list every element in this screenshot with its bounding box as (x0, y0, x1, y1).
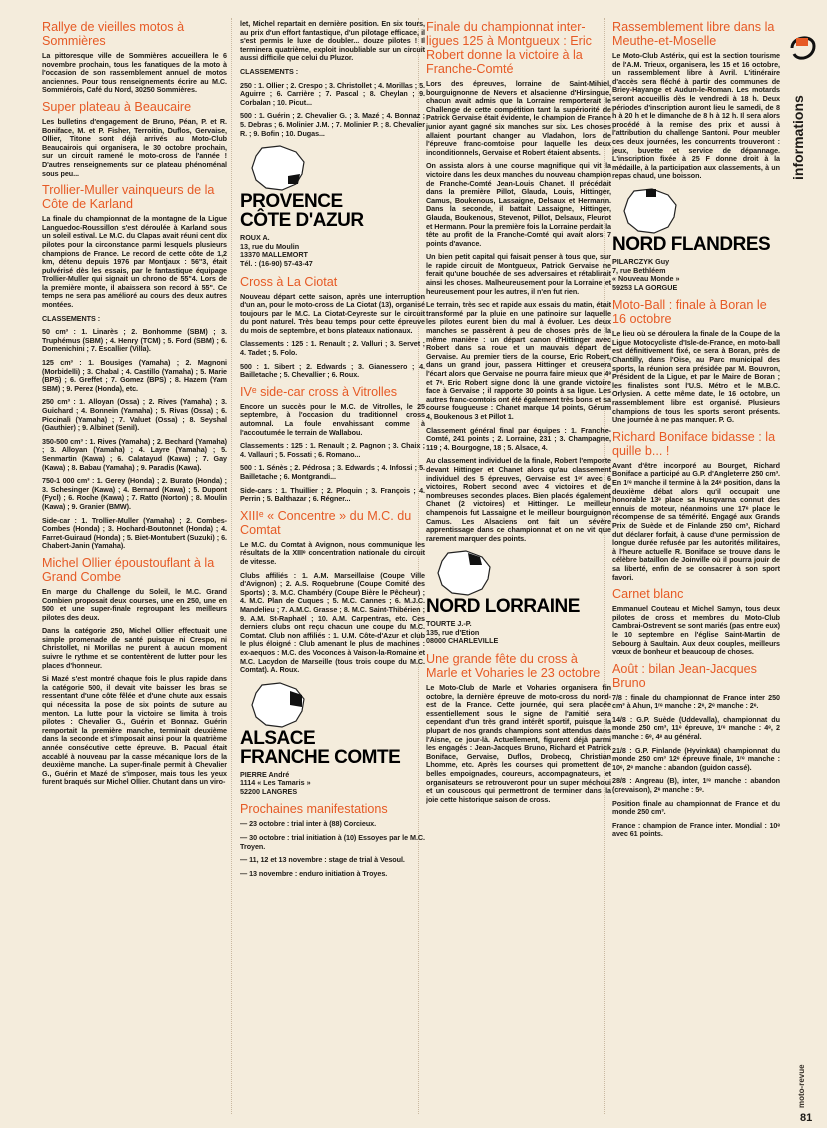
article-rassemblement-p1: Le Moto-Club Astérix, qui est la section tourisme de l'A.M. Trieux, organisera, les 15 et 16 octobre, un rassemblement libre à Avril. L'itinéraire d'accès sera fléché à partir des communes de Briey-Hayange et Audun-le-Roman. Les motards seront accueillis dès le vendredi à 18 h. Deux périodes d'inscription auront lieu le samedi, de 8 h à 20 h et le dimanche de 8 h à 12 h. Il sera alors procédé à la remise des prix et aussi à l'attribution du challenge Santoni. Pour meubler ces deux journées, les concurrents trouveront : jeux, buvette et service de dépannage. L'inscription fixée à 25 F donne droit à la médaille, à la participation aux classements, à un repas chaud, une boisson. (612, 51, 780, 181)
address-city: 52200 LANGRES (240, 786, 298, 796)
region-block-provence (240, 144, 425, 230)
article-la-ciotat-p3: 500 : 1. Sibert ; 2. Edwards ; 3. Gianessero ; 4. Bailletache ; 5. Chevallier ; 6. Roux. (240, 361, 425, 380)
france-map-icon (240, 144, 320, 192)
region-name-line1: NORD LORRAINE (426, 596, 580, 618)
article-comtat-p2: Clubs affiliés : 1. A.M. Marseillaise (Coupe Ville d'Avignon) ; 2. A.S. Roquebrune (Coupe Comité des Sports) ; 3. M.C. Chambéry (Coupe Bière le Pêcheur) ; 4. M.C. Plan de Cuques ; 5. M.C. Cannes ; 6. M.J.C. Mandelieu ; 7. A.M.C. Grasse ; 8. M.C. Saint-Thibérien ; 9. A.M. St-Raphaël ; 10. A.M. Carpentras, etc. Ces derniers clubs ont reçu chacun une coupe du M.C. Comtat. Club non affiliés : 1. U.M. Côte-d'Azur et club le plus éloigné : Club amenant le plus de machines : ex-aequos : M.C. des Voconces à Vaison-la-Romaine et M.C. Lacydon de Marseille (tous trois coupe du M.C. Comtat). A. Roux. (240, 570, 425, 675)
article-ollier-cont-p4: 500 : 1. Guérin ; 2. Chevalier G. ; 3. Mazé ; 4. Bonnaz ; 5. Debras ; 6. Molinier J.M. ; 7. Molinier P. ; 8. Chevalier R. ; 9. Bofin ; 10. Dugas... (240, 111, 425, 138)
article-karland-p6: 350-500 cm³ : 1. Rives (Yamaha) ; 2. Bechard (Yamaha) ; 3. Alloyan (Yamaha) ; 4. Layre (Yamaha) ; 5. Senmartin (Kawa) ; 6. Calatayud (Kawa) ; 7. Gay (Kawa) ; 8. Babau (Yamaha) ; 9. Paradis (Kawa). (42, 436, 227, 472)
headline-beaucaire: Super plateau à Beaucaire (42, 99, 192, 114)
article-comtat-p1: Le M.C. du Comtat à Avignon, nous communique les résultats de la XIIIᵉ concentration nationale du circuit de vitesse. (240, 539, 425, 566)
address-locality: « Nouveau Monde » (612, 274, 680, 284)
correspondent-name: PILARCZYK Guy (612, 256, 670, 266)
headline-karland: Trollier-Muller vainqueurs de la Côte de Karland (42, 183, 215, 212)
correspondent-address (240, 234, 425, 268)
article-montgueux-p3: Un bien petit capital qui faisait penser à tous que, sur le rapide circuit de Montgueux, Patrick Gervaise ne ferait qu'une bouchée de ses adversaires et rétablirait ainsi les choses. Malheureusement pour la Lorraine et heureusement pour les autres, il n'en fut rien. (426, 252, 611, 296)
headline-vitrolles: IVᵉ side-car cross à Vitrolles (240, 384, 398, 399)
article-karland-p8: Side-car : 1. Trollier-Muller (Yamaha) ; 2. Combes-Combes (Honda) ; 3. Hochard-Boutonnet (Honda) ; 4. Farret-Guiraud (Honda) ; 5. Biet-Montubert (Suzuki) ; 6. Chabert-Janin (Yamaha). (42, 515, 227, 551)
event-item: — 13 novembre : enduro initiation à Troyes. (240, 868, 388, 878)
article-montgueux-p5: Classement général final par équipes : 1. Franche-Comté, 241 points ; 2. Lorraine, 231 ; 3. Champagne, 119 ; 4. Bourgogne, 18 ; 5. Alsace, 4. (426, 425, 611, 452)
correspondent-address (240, 771, 425, 797)
headline-la-ciotat: Cross à La Ciotat (240, 274, 338, 289)
column-4 (612, 20, 780, 1110)
magazine-name: moto-revue (797, 1064, 806, 1108)
headline-marle: Une grande fête du cross à Marle et Voharies le 23 octobre (426, 652, 601, 681)
headline-bruno: Août : bilan Jean-Jacques Bruno (612, 661, 757, 690)
article-bruno-p3: 21/8 : G.P. Finlande (Hyvinkää) championnat du monde 250 cm³ 12ᵉ épreuve finale, 1ʳᵉ manche : 10ᵉ, 2ᵉ manche : abandon (guidon cassé). (612, 745, 780, 772)
article-karland-p4: 125 cm³ : 1. Bousiges (Yamaha) ; 2. Magnoni (Morbidelli) ; 3. Chabal ; 4. Castillo (Yamaha) ; 5. Marie (BPS) ; 6. Greffet ; 7. Gomez (BPS) ; 8. Hazem (Yam SBM) ; 9. Perez (Honda), etc. (42, 358, 227, 393)
article-vitrolles-p1: Encore un succès pour le M.C. de Vitrolles, le 25 septembre, à l'occasion du traditionnel cross automnal. La foule envahissant comme à l'accoutumée le terrain de Wallabou. (240, 401, 425, 437)
correspondent-name: PIERRE André (240, 769, 290, 779)
address-city: 08000 CHARLEVILLE (426, 636, 499, 646)
france-map-icon (426, 549, 506, 597)
headline-carnet-blanc: Carnet blanc (612, 587, 684, 602)
article-montgueux-p1: Lors des épreuves, lorraine de Saint-Mihiel, bourguignonne de Nevers et alsacienne d'Hirsingue, chacun avait admis que la Lorraine remporterait le Challenge de cette compétition tant la supériorité de Patrick Gervaise était évidente, le champion de France junior ayant gagné six manches sur six. Les choses allaient pourtant changer au Vladahon, lors de l'épreuve franc-comtoise pour laquelle les deux inconditionnels, Gervaise et Robert étaient absents. (426, 79, 611, 157)
article-bruno-p6: France : champion de France inter. Mondial : 10ᵉ avec 61 points. (612, 820, 780, 839)
informations-logo-icon (788, 28, 818, 68)
correspondent-name: TOURTE J.-P. (426, 619, 472, 629)
address-street: 7, rue Bethléem (612, 265, 666, 275)
correspondent-address (426, 620, 611, 646)
article-vitrolles-p2: Classements : 125 : 1. Renault ; 2. Pagnon ; 3. Chaix ; 4. Vallauri ; 5. Fossati ; 6. Romano... (240, 441, 425, 459)
region-name-line2: CÔTE D'AZUR (240, 210, 364, 232)
correspondent-address (612, 258, 780, 292)
france-map-icon (240, 681, 320, 729)
address-street: 13, rue du Moulin (240, 241, 300, 251)
region-block-alsace (240, 681, 425, 767)
correspondent-name: ROUX A. (240, 233, 270, 243)
column-rule (231, 18, 232, 1114)
article-montgueux-p6: Au classement individuel de la finale, Robert l'emporte devant Hittinger et Chanet alors qu'au classement individuel des 5 épreuves, Gervaise est 1ᵉʳ avec 6 victoires, Robert second avec 4 victoires et de nombreuses secondes places. Bien placés également Chanet (2 victoires) et Hittinger. Le meilleur champenois fut Lassaigne et le meilleur bourguignon Camus. Les Alsaciens ont fait un sévère apprentissage dans ce championnat et on ne vit que rarement marquer des points. (426, 456, 611, 543)
headline-comtat: XIIIᵉ « Concentre » du M.C. du Comtat (240, 508, 412, 537)
headline-moto-ball: Moto-Ball : finale à Boran le 16 octobre (612, 298, 767, 327)
address-city: 59253 LA GORGUE (612, 282, 678, 292)
article-karland-p7: 750-1 000 cm³ : 1. Gerey (Honda) ; 2. Burato (Honda) ; 3. Schesinger (Kawa) ; 4. Bernard (Kawa) ; 5. Dupont (Fycl) ; 6. Roche (Kawa) ; 7. Ratto (Norton) ; 8. Moulin (Kawa) ; 9. Granier (BMW). (42, 476, 227, 511)
article-moto-ball-p1: Le lieu où se déroulera la finale de la Coupe de la Ligue Motocycliste d'Isle-de-France, en moto-ball est définitivement fixé, ce sera à Boran, près de Chantilly, dans l'Oise, au Parc municipal des sports, la réunion sera présidée par M. Bouvron, Président de la Ligue, et par le Maire de Boran ; les finalistes sont l'U.S. Métro et le M.B.C. Orlysien. A cette même date, le 16 octobre, un rassemblement libre est organisé. Plusieurs champions de tous les sports seront présents. Une journée à ne pas manquer. P. G. (612, 329, 780, 425)
event-item: — 23 octobre : trial inter à (88) Corcieux. (240, 819, 377, 829)
page-number: 81 (800, 1112, 813, 1124)
region-name-line1: ALSACE (240, 727, 316, 749)
headline-ollier: Michel Ollier époustouflant à la Grand Combe (42, 555, 215, 584)
headline-montgueux: Finale du championnat inter-ligues 125 à Montgueux : Eric Robert donne la victoire à la Franche-Comté (426, 20, 592, 76)
article-bruno-p1: 7/8 : finale du championnat de France inter 250 cm³ à Ahun, 1ʳᵉ manche : 2ᵉ, 2ᵉ manche : 2ᵉ. (612, 692, 780, 711)
event-item: — 30 octobre : trial initiation à (10) Essoyes par le M.C. Troyen. (240, 833, 425, 851)
article-montgueux-p4: Le terrain, très sec et rapide aux essais du matin, était transformé par la pluie en une patinoire sur laquelle les pilotes eurent bien du mal à évoluer. Les deux manches se passèrent à peu de choses près de la même manière : un départ canon d'Hittinger avec Robert dans sa roue et un mauvais départ de Gervaise. Au premier tiers de la course, Eric Robert, dans un grand jour, passera Hittinger et creusera l'écart alors que Gervaise ne pourra faire mieux que 4ᵉ et 7ᵉ. Eric Robert signe donc là une grande victoire face à Gervaise ; il rapporte 30 points à sa ligue. Les autres franc-comtois ont été également très bons et sa course fougueuse : Chanet marque 14 points, Gérum 4, Boukenous 3 et Pillot 1. (426, 300, 611, 421)
article-bruno-p5: Position finale au championnat de France et du monde 250 cm³. (612, 798, 780, 817)
article-karland-p2: CLASSEMENTS : (42, 313, 101, 323)
column-3 (426, 20, 611, 1110)
article-karland-p5: 250 cm³ : 1. Alloyan (Ossa) ; 2. Rives (Yamaha) ; 3. Guichard ; 4. Bonnein (Yamaha) ; 5. Rivas (Ossa) ; 6. Piccinali (Yamaha) ; 7. Valuet (Ossa) ; 8. Seyshal (Gauthier) ; 9. Albinet (Senil). (42, 397, 227, 433)
region-block-nord-lorraine (426, 549, 611, 616)
article-ollier-cont-p2: CLASSEMENTS : (240, 66, 299, 76)
section-label: informations (790, 95, 806, 180)
article-ollier-p2: Dans la catégorie 250, Michel Ollier effectuait une simple promenade de santé puisque ni Crespo, ni Christollet, ni Morillas ne purent à aucun moment suivre le rythme et se contentèrent de lutter pour les places d'honneur. (42, 626, 227, 670)
article-ollier-p1: En marge du Challenge du Soleil, le M.C. Grand Combien proposait deux courses, une en 250, une en 500 et une super-finale regroupant les meilleurs pilotes des deux. (42, 586, 227, 622)
article-ollier-cont-p3: 250 : 1. Ollier ; 2. Crespo ; 3. Christollet ; 4. Morillas ; 5. Aguirre ; 6. Carrière ; 7. Pascal ; 8. Cheylan ; 9. Corbalan ; 10. Picut... (240, 80, 425, 107)
event-item: — 11, 12 et 13 novembre : stage de trial à Vesoul. (240, 855, 405, 865)
article-vitrolles-p4: Side-cars : 1. Thuillier ; 2. Ploquin ; 3. François ; 4. Perrin ; 5. Balthazar ; 6. Régner... (240, 485, 425, 504)
article-ollier-cont-p1: let, Michel repartait en dernière position. En six tours, au prix d'un effort fantastique, d'un pilotage efficace, il s'est permis le luxe de doubler... douze pilotes ! Il terminera quatrième, exploit inoubliable sur un circuit aussi difficile que celui du Pluzor. (240, 20, 425, 63)
article-marle-p1: Le Moto-Club de Marle et Voharies organisera fin octobre, la dernière épreuve de moto-cross du nord-est de la France. Cette journée, qui sera placée essentiellement sous le signe de l'amitié sera cependant d'un très grand intérêt sportif, puisque la plupart de nos grands champions sont attendus dans l'Aisne, ce jour-là. Actuellement, figurent déjà parmi les engagés : Jean-Jacques Bruno, Richard et Patrick Boniface, Gervaise, Duflos, Drobecq, Christian Lhomme, etc. Après les courses qui promettent de belles empoignades, coureurs, accompagnateurs, et organisateurs se retrouveront pour un super méchoui et un couscous qui permettront de terminer dans la joie cette historique saison de cross. (426, 683, 611, 804)
region-name-line1: PROVENCE (240, 191, 343, 213)
headline-prochaines: Prochaines manifestations (240, 802, 388, 817)
region-block-nord-flandres (612, 187, 780, 254)
column-2 (240, 20, 425, 1110)
headline-rassemblement: Rassemblement libre dans la Meuthe-et-Moselle (612, 20, 775, 48)
headline-boniface: Richard Boniface bidasse : la quille b... ! (612, 429, 776, 458)
france-map-icon (612, 187, 692, 235)
region-name-line1: NORD FLANDRES (612, 233, 771, 255)
article-vitrolles-p3: 500 : 1. Sénès ; 2. Pédrosa ; 3. Edwards ; 4. Infossi ; 5. Bailletache ; 6. Montgrandi... (240, 463, 425, 481)
article-bruno-p4: 28/8 : Angreau (B), inter, 1ʳᵉ manche : abandon (crevaison), 2ᵉ manche : 5ᵉ. (612, 776, 780, 795)
article-ollier-p3: Si Mazé s'est montré chaque fois le plus rapide dans la catégorie 500, il devait vite baisser les bras se ressentant d'une côte fêlée et d'une chute aux essais qui nécessita la pose de six points de suture au menton. La lutte pour la victoire se limita à trois pilotes : Chevalier G., Guérin et Bonnaz. Guérin remportait la première manche, terminait deuxième dans la seconde et s'imposait ainsi pour la quatrième année consécutive cette épreuve. B. Pacual était accablé à nouveau par la casse mécanique lors de la deuxième manche. La super-finale permit à Chevalier G., Guérin et Mazé de s'imposer, mais tous les yeux furent braqués sur Michel Ollier. Chutant dans un viro- (42, 674, 227, 787)
article-la-ciotat-p1: Nouveau départ cette saison, après une interruption d'un an, pour le moto-cross de La Ciotat (13), organisé toujours par le M.C. La Ciotat-Ceyreste sur le circuit du pont naturel. Très beau temps pour cette épreuve du mois de septembre, et bons plateaux nationaux. (240, 291, 425, 335)
article-carnet-blanc-p1: Emmanuel Couteau et Michel Samyn, tous deux pilotes de cross et membres du Moto-Club Cambrai-Ostrevent se sont mariés (pas entre eux) le 10 septembre en l'église Saint-Martin de Sebourg à Saultain. Aux deux couples, meilleurs vœux de bonheur et beaucoup de choses. (612, 604, 780, 657)
address-city: 13370 MALLEMORT (240, 250, 308, 260)
article-karland-p3: 50 cm³ : 1. Linarès ; 2. Bonhomme (SBM) ; 3. Truphémus (SBM) ; 4. Henry (TCM) ; 5. Ford (SBM) ; 6. Domenichini ; 7. Escallier (Villa). (42, 327, 227, 354)
article-bruno-p2: 14/8 : G.P. Suède (Uddevalla), championnat du monde 250 cm³, 11ᵉ épreuve, 1ʳᵉ manche : 4ᵉ, 2 manche : 6ᵉ, 4ᵉ au général. (612, 714, 780, 742)
address-street: 1114 « Les Tamaris » (240, 778, 311, 788)
address-phone: Tél. : (16-90) 57-43-47 (240, 258, 313, 268)
article-sommieres: La pittoresque ville de Sommières accueillera le 6 novembre prochain, tous les fanatiques de la moto à l'occasion de son rassemblement annuel de motos anciennes. Pour tous renseignements écrire au M.C. Sommiérois, Café du Nord, 30250 Sommières. (42, 51, 227, 95)
article-karland-p1: La finale du championnat de la montagne de la Ligue Languedoc-Roussillon s'est déroulée à Karland sous un soleil estival. Le M.C. du Clapas avait réuni cent dix pilotes pour la circonstance parmi lesquels plusieurs champions de France. Le record de cette côte de 1,2 km, détenu depuis 1976 par Montjaux : 56"3, était pulvérisé dès les essais, par le fantastique équipage Trollier-Muller qui signait un chrono de 55"4. Lors de la première monte, il abaissera son record à 55". Ce temps ne sera pas amélioré au cours des deux autres montées. (42, 214, 227, 310)
region-name-line2: FRANCHE COMTE (240, 746, 401, 768)
column-1 (42, 20, 227, 1110)
address-street: 135, rue d'Etion (426, 627, 480, 637)
headline-sommieres: Rallye de vieilles motos à Sommières (42, 20, 185, 48)
article-beaucaire: Les bulletins d'engagement de Bruno, Péan, P. et R. Boniface, M. et P. Fisher, Terroitin, Duflos, Gervaise, Ollier, Titone sont déjà arrivés au Moto-Club Beaucairois qui organisera, le 30 octobre prochain, sur un circuit ramené le moto-cross de l'année ! D'autres renseignements sur ce plateau phénoménal sous peu... (42, 116, 227, 178)
article-la-ciotat-p2: Classements : 125 : 1. Renault ; 2. Valluri ; 3. Servet ; 4. Tadet ; 5. Folo. (240, 339, 425, 358)
article-boniface-p1: Avant d'être incorporé au Bourget, Richard Boniface a participé au G.P. d'Angleterre 250 cm³. En 1ʳᵉ manche il termine à la 24ᵉ position, dans la deuxième débat alors qu'il occupait une honorable 13ᵉ place sa Husqvarna connut des ennuis de moteur, néanmoins une 17ᵉ place le récompense de sa témérité. Engagé aux Grands Prix de Suède et de Finlande 250 cm³, Richard dut déclarer forfait, à cause d'une permission de longue durée refusée par les autorités militaires, à l'heure actuelle R. Boniface se trouve dans le célèbre bataillon de Joinville où il pourra jouir de sa liberté, enfin de se consacrer à son sport favori. (612, 460, 780, 582)
article-montgueux-p2: On assista alors à une course magnifique qui vit la victoire dans les deux manches du nouveau champion de Franche-Comté Jean-Louis Chanet. Il précédait dans la première Pillot, Glauda, Louis, Hittinger, Camus, Boukenous, Lassaigne, Delsaux et Hermann. Dans la seconde, il battait Lassaigne, Hittinger, Glauda, Boukenous, Stevenot, Pillot, Delsaux, Fleurot et Hermann. Pour la première fois la Lorraine perdait la tête au profit de la Franche-Comté qui avait alors 7 points d'avance. (426, 161, 611, 248)
